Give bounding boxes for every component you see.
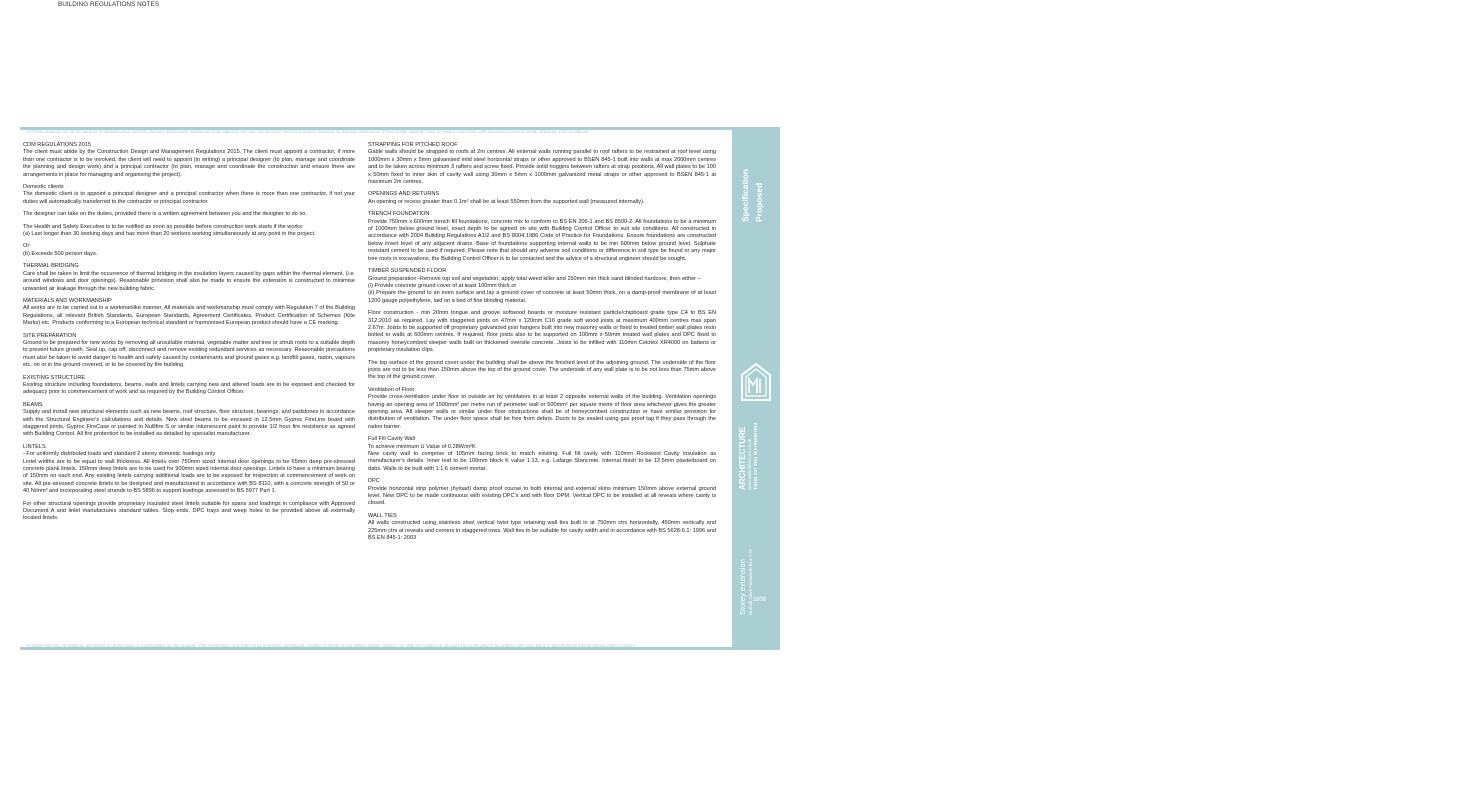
section-heading: Full Fill Cavity Wall — [368, 436, 416, 443]
section-heading: OPENINGS AND RETURNS — [368, 191, 440, 198]
section-heading: BEAMS — [23, 401, 43, 408]
section-heading: TRENCH FOUNDATION — [368, 211, 430, 218]
section-paragraph: All works are to be carried out in a workmanlike manner. All materials and workmanship must comply with Regulation 7 of the Building Regulations, all relevant British Standards, European Standards, Agreement Certificates, Product Certification of Schemes (Kite Marks) etc. Products conforming to a European technical standard or harmonised European product should have a CE marking. — [23, 305, 355, 327]
section-heading: CDM REGULATIONS 2015 — [23, 142, 91, 148]
section-paragraph: An opening or recess greater than 0.1m² shall be at least 550mm from the supported wall (measured internally). — [368, 198, 645, 205]
section-paragraph: Care shall be taken to limit the occurrence of thermal bridging in the insulation layers caused by gaps within the thermal element, (i.e. around windows and door openings). Reasonable provision shall also be made to ensure the extension is constructed to minimise unwanted air leakage through the new building fabric. — [23, 270, 355, 292]
section-heading: THERMAL BRIDGING — [23, 263, 79, 270]
notes-column-right — [368, 142, 716, 548]
section-heading: EXISTING STRUCTURE — [23, 374, 86, 381]
mi-logo-icon — [741, 363, 771, 401]
section-paragraph: Provide cross-ventilation under floor to outside air by ventilators in at least 2 opposite external walls of the building. Ventilation openings having an opening area of 1500mm² per metre run of perimeter wall or 500mm² per square metre of floor area whichever gives the greater opening area. All sleeper walls or similar under floor obstructions shall be of honeycombed construction or have similar provision for distribution of ventilation. The under floor space shall be free from debris. Ducts to be sealed using gas proof tap if they pass through the radon barrier. — [368, 394, 716, 430]
section-paragraph: Provide horizontal strip polymer (hyload) damp proof course to both internal and external skins minimum 150mm above external ground level. New DPC to be made continuous with existing DPC's and with floor DPM. Vertical DPC to be installed at all reveals where cavity is closed. — [368, 485, 716, 507]
spacer — [368, 543, 716, 548]
section-paragraph: To achieve minimum U Value of 0.28W/m²K — [368, 443, 476, 450]
top-disclaimer: All These drawings are for the purpose of obtaining local authority planning and building regulations plans approval only and should not be used as a working drawings for building construction. These design drawings must be read in conjunction with structural engineers design, drawings and calculations. — [26, 129, 590, 134]
section-paragraph: (a) Last longer than 30 working days and has more than 20 workers working simultaneously at any point in the project. — [23, 231, 316, 238]
phone-numbers: T:0161 237 2911 M:07980637914 — [753, 422, 758, 490]
project-title: Storey extension — [738, 559, 747, 615]
section-paragraph: New cavity wall to comprise of 105mm facing brick to match existing. Full fill cavity with 110mm Rockwool Cavity insulation as manufacturer's details. Inner leaf to be 100mm block K value 1.13, e.g. Lafarge Stancrete. Internal finish to be 12.5mm plasterboard on dabs. Walls to be built with 1:1:6 cement mortar. — [368, 451, 716, 472]
section-paragraph: All walls constructed using stainless steel vertical twist type retaining wall ties built in at 750mm ctrs horizontally, 450mm vertically and 225mm ctrs at reveals and corners in staggered rows. Wall ties to be suitable for cavity width and in accordance with BS 5628-6.1: 1996 and BS EN 845-1: 2003 — [368, 520, 716, 542]
section-paragraph: Provide 750mm x 600mm trench fill foundations, concrete mix to conform to BS EN 206-1 and BS 8500-2. All foundations to be a minimum of 1000mm below ground level, exact depth to be agreed on site with Building Control Officer to suit site conditions. All constructed in accordance with 2004 Building Regulations A1/2 and BS 8004:1986 Code of Practice for Foundations. Ensure foundations are constructed below invert level of any adjacent drains. Base of foundations supporting internal walls to be min 600mm below ground level. Sulphate resistant cement to be used if required. Please note that should any adverse soil conditions or difference in soil type be found or any major tree roots in excavations, the Building Control Officer is to be contacted and the advice of a structural engineer should be sought. — [368, 218, 716, 262]
section-paragraph: (ii) Prepare the ground to an even surface and lay a ground cover of concrete at least 50mm thick, on a damp-proof membrane of at least 1200 gauge polyethylene, laid on a bed of fine blinding material. — [368, 290, 716, 304]
section-paragraph: Supply and install new structural elements such as new beams, roof structure, floor structure, bearings, and padstones in accordance with the Structural Engineer's calculations and details. New steel beams to be encased in 12.5mm Gyproc FireLine board with staggered joints, Gyproc FireCase or painted in Nullifire S or similar intumescent paint to provide 1/2 hour fire resistance as agreed with Building Control. All fire protection to be installed as detailed by specialist manufacturer. — [23, 409, 355, 438]
section-paragraph: Gable walls should be strapped to roofs at 2m centres. All external walls running parallel to roof rafters to be restrained at roof level using 1000mm x 30mm x 5mm galvanised mild steel horizontal straps or other approved to BSEN 845-1 built into walls at max 2000mm centres and to be taken across minimum 3 rafters and screw fixed. Provide solid noggins between rafters at strap positions. All wall plates to be 100 x 50mm fixed to inner skin of cavity wall using 30mm x 5mm x 1000mm galvanized metal straps or other approved to BSEN 845-1 at maximum 2m centres. — [368, 149, 716, 186]
sheet-number: 12. — [1452, 604, 1474, 621]
section-paragraph: Ventilation of Floor — [368, 386, 415, 393]
section-paragraph: The top surface of the ground cover under the building shall be above the finished level of the adjoining ground. The underside of the floor joists are not to be less than 150mm above the top of the ground cover. The underside of any wall plate is to be not less than 75mm above the top of the ground cover. — [368, 359, 716, 381]
section-paragraph: Ground to be prepared for new works by removing all unsuitable material, vegetable matter and tree or shrub roots to a suitable depth to prevent future growth. Seal up, cap off, disconnect and remove existing redundant services as necessary. Reasonable precautions must also be taken to avoid danger to health and safety caused by contaminants and ground gases e.g. landfill gases, radon, vapours etc. on or in the ground covered, or to be covered by the building. — [23, 339, 355, 369]
section-paragraph: - For uniformly distributed loads and standard 2 storey domestic loadings only — [23, 451, 216, 458]
section-heading: DPC — [368, 478, 380, 485]
section-paragraph: Existing structure including foundations, beams, walls and lintels carrying new and altered loads are to be exposed and checked for adequacy prior to commencement of work and as required by the Building Control Officer. — [23, 381, 355, 396]
section-paragraph: Lintel widths are to be equal to wall thickness. All lintels over 750mm sized internal door openings to be 65mm deep pre-stressed concrete plank lintels. 150mm deep lintels are to be used for 900mm sized internal door openings. Lintels to have a minimum bearing of 150mm on each end. Any existing lintels carrying additional loads are to be exposed for inspection at commencement of work on site. All pre-stressed concrete lintels to be designed and manufactured in accordance with BS 8110, with a concrete strength of 50 or 40 N/mm² and incorporating steel strands to BS 5896 to support loadings assessed to BS 5977 Part 1. — [23, 458, 355, 495]
drawing-frame — [20, 127, 1474, 650]
section-paragraph: Floor construction - min 20mm tongue and groove softwood boards or moisture resistant particle/chipboard grade type C4 to BS EN 312:2010 as required. Lay with staggered joints on 47mm x 120mm C16 grade soft wood joists at maximum 400mm centres max span 2.67m. Joists to be supported off proprietary galvanized joist hangers built into new masonry walls or fixed to treated timber wall plates resin bolted to walls at 600mm centres. If required, floor joists also to be supported on 100mm x 50mm treated wall plates and DPC fixed to masonry honeycombed sleeper walls built on thickened oversite concrete. Joists to be infilled with 110mm Celotex XR4000 on battens or proprietary insulation clips. — [368, 310, 716, 354]
section-heading: WALL TIES — [368, 512, 397, 519]
proposed-label: Proposed — [754, 182, 764, 222]
section-paragraph: The designer can take on the duties, provided there is a written agreement between you and the designer to do so. — [23, 211, 307, 218]
section-paragraph: Domestic clients — [23, 184, 64, 191]
brand-name: ARCHITECTURE — [738, 426, 747, 490]
section-heading: STRAPPING FOR PITCHED ROOF — [368, 142, 458, 148]
project-address: Norfolk Drive Farnworth BL4 7JS — [748, 549, 753, 615]
website: www.miarchitecture.co.uk — [747, 438, 752, 490]
section-paragraph: Ground preparation -Remove top soil and vegetation, apply total weed killer and 150mm min thick sand blinded hardcore, then either – — [368, 275, 701, 282]
notes-column-left — [23, 142, 355, 528]
section-paragraph: (b) Exceeds 500 person days. — [23, 250, 98, 257]
section-heading: SITE PREPARATION — [23, 332, 77, 339]
bottom-disclaimer: All rights reserved. All drawings and design on these plans or specifications are the property of MI Architecture, and shall not be re-printed, reproduced, modified in whole or part without written consent, nor shall any building or structure be constructed in accordance with such plans or specifications thereof without written consent. — [26, 643, 637, 648]
drawing-sheet — [20, 0, 1474, 800]
section-paragraph: Or: — [23, 243, 31, 250]
page-title: BUILDING REGULATIONS NOTES — [58, 1, 160, 8]
title-block — [732, 130, 1474, 647]
section-heading: MATERIALS AND WORKMANSHIP — [23, 297, 112, 304]
section-heading: LINTELS — [23, 443, 46, 450]
spec-label: Specification — [740, 169, 750, 222]
section-paragraph: The client must abide by the Construction Design and Management Regulations 2015. The client must appoint a contractor, if more than one contractor is to be involved, the client will need to appoint (in writing) a principal designer (to plan, manage and coordinate the planning and design work) and a principal contractor (to plan, manage and coordinate the construction and ensure there are arrangements in place for managing and organising the project). — [23, 149, 355, 178]
spacer — [23, 523, 355, 528]
section-paragraph: The Health and Safety Executive is to be notified as soon as possible before construction work starts if the works: — [23, 223, 304, 230]
project-code: 1808 — [752, 597, 766, 603]
section-heading: TIMBER SUSPENDED FLOOR — [368, 268, 447, 275]
section-paragraph: The domestic client is to appoint a principal designer and a principal contractor when there is more than one contractor, if not your duties will automatically transferred to the contractor or principal contractor. — [23, 191, 355, 205]
section-paragraph: For other structural openings provide proprietary insulated steel lintels suitable for spans and loadings in compliance with Approved Document A and lintel manufactures standard tables. Stop ends, DPC trays and weep holes to be provided above all externally located lintels. — [23, 500, 355, 522]
section-paragraph: (i) Provide concrete ground cover of at least 100mm thick or — [368, 282, 517, 289]
